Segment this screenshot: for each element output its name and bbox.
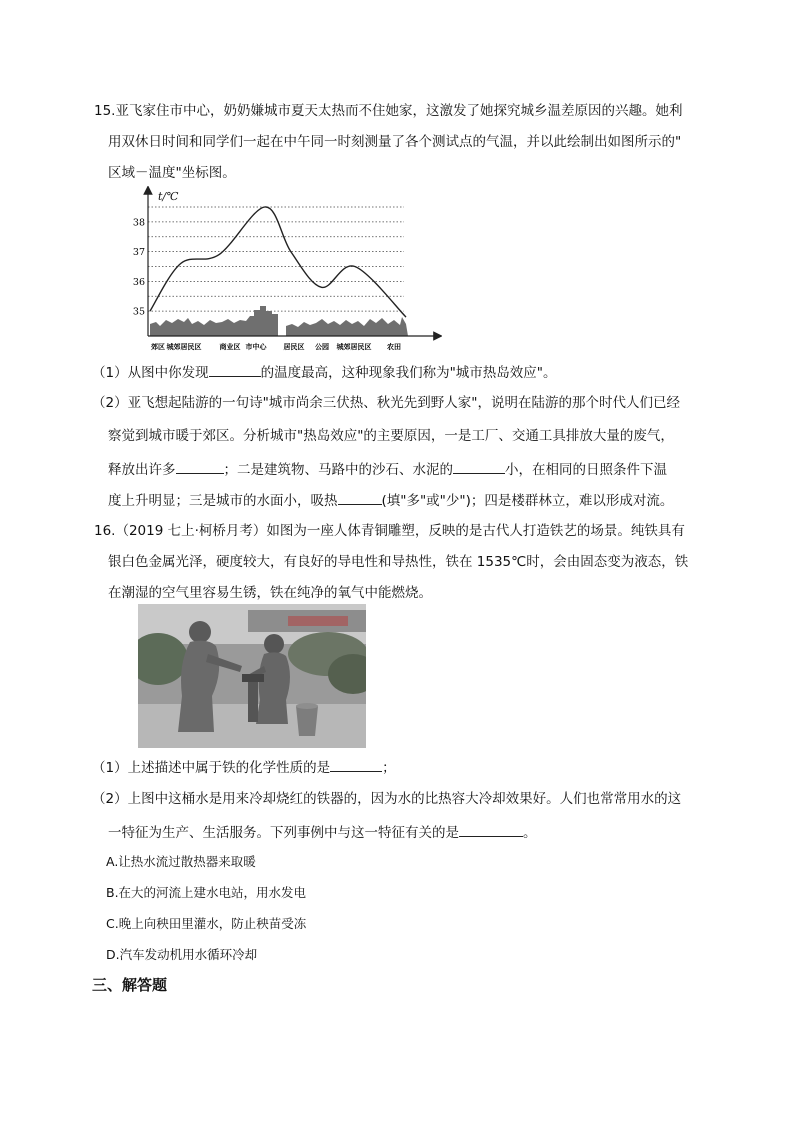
- x-category-label: 市中心: [245, 342, 267, 351]
- q15-part2-text-d2: (填"多"或"少")；四是楼群林立，难以形成对流。: [381, 493, 674, 509]
- q16-text-line-2: 银白色金属光泽，硬度较大，有良好的导电性和导热性，铁在 1535℃时，会由固态变为液态，铁: [108, 554, 689, 570]
- q15-part2-text-c2: ；二是建筑物、马路中的沙石、水泥的: [223, 462, 453, 478]
- answer-blank[interactable]: [176, 459, 224, 474]
- q15-part2-text-c1: 释放出许多: [108, 462, 176, 478]
- option-d[interactable]: D.汽车发动机用水循环冷却: [106, 947, 258, 962]
- q15-part1-text-b: 的温度最高，这种现象我们称为"城市热岛效应"。: [260, 365, 557, 381]
- q16-text-line-1: 16.（2019 七上·柯桥月考）如图为一座人体青铜雕塑，反映的是古代人打造铁艺的场景。纯铁具有: [94, 523, 685, 539]
- q15-part1: [92, 362, 557, 382]
- y-tick-label: 35: [132, 306, 145, 318]
- q15-part2-line-3: [108, 459, 667, 479]
- option-b[interactable]: B.在大的河流上建水电站，用水发电: [106, 885, 307, 900]
- x-category-label: 郊区: [151, 342, 165, 351]
- answer-blank[interactable]: [453, 459, 505, 474]
- q15-part2-text-d1: 度上升明显；三是城市的水面小，吸热: [108, 493, 338, 509]
- q16-part2-text-b1: 一特征为生产、生活服务。下列事例中与这一特征有关的是: [108, 825, 459, 841]
- x-category-label: 商业区: [219, 342, 241, 351]
- answer-blank[interactable]: [209, 362, 261, 377]
- city-skyline-silhouette: [150, 306, 408, 336]
- q15-part2-line-2: 察觉到城市暖于郊区。分析城市"热岛效应"的主要原因，一是工厂、交通工具排放大量的废气，: [108, 428, 674, 444]
- region-temperature-chart: [132, 186, 442, 358]
- q16-text-line-3: 在潮湿的空气里容易生锈，铁在纯净的氧气中能燃烧。: [108, 585, 432, 601]
- q16-part2-line-1: （2）上图中这桶水是用来冷却烧红的铁器的，因为水的比热容大冷却效果好。人们也常常用水的这: [92, 791, 682, 807]
- q15-part2-line-1: （2）亚飞想起陆游的一句诗"城市尚余三伏热、秋光先到野人家"，说明在陆游的那个时代人们已经: [92, 395, 681, 411]
- option-a[interactable]: A.让热水流过散热器来取暖: [106, 854, 256, 869]
- y-tick-label: 38: [132, 217, 145, 229]
- y-tick-label: 36: [132, 276, 145, 288]
- q15-part2-line-4: [108, 490, 673, 510]
- y-axis-label: t/℃: [158, 190, 179, 203]
- q15-text-line-3: 区域－温度"坐标图。: [108, 165, 236, 181]
- section-heading: 三、解答题: [92, 976, 168, 994]
- q16-part1-text-a: （1）上述描述中属于铁的化学性质的是: [92, 760, 331, 776]
- q15-part2-text-c3: 小，在相同的日照条件下温: [505, 462, 667, 478]
- x-category-label: 公园: [315, 342, 329, 351]
- temperature-series-line: [150, 207, 406, 317]
- q15-text-line-2: 用双休日时间和同学们一起在中午同一时刻测量了各个测试点的气温，并以此绘制出如图所示的": [108, 134, 682, 150]
- q15-part1-text-a: （1）从图中你发现: [92, 365, 209, 381]
- x-category-label: 农田: [387, 342, 401, 351]
- bronze-blacksmith-sculpture-photo: [138, 604, 366, 748]
- option-c[interactable]: C.晚上向秧田里灌水，防止秧苗受冻: [106, 916, 307, 931]
- x-category-label: 城郊居民区: [166, 342, 202, 351]
- q16-part1: [92, 757, 396, 777]
- q16-part2-text-b2: 。: [523, 825, 537, 841]
- y-tick-label: 37: [132, 247, 145, 259]
- q16-part2-line-2: [108, 822, 537, 842]
- answer-blank[interactable]: [459, 822, 523, 837]
- answer-blank[interactable]: [338, 490, 382, 505]
- x-category-label: 城郊居民区: [336, 342, 372, 351]
- answer-blank[interactable]: [330, 757, 382, 772]
- x-category-label: 居民区: [283, 342, 305, 351]
- q16-part1-text-b: ；: [382, 760, 396, 776]
- q15-text-line-1: 15.亚飞家住市中心，奶奶嫌城市夏天太热而不住她家，这激发了她探究城乡温差原因的兴趣。她利: [94, 103, 683, 119]
